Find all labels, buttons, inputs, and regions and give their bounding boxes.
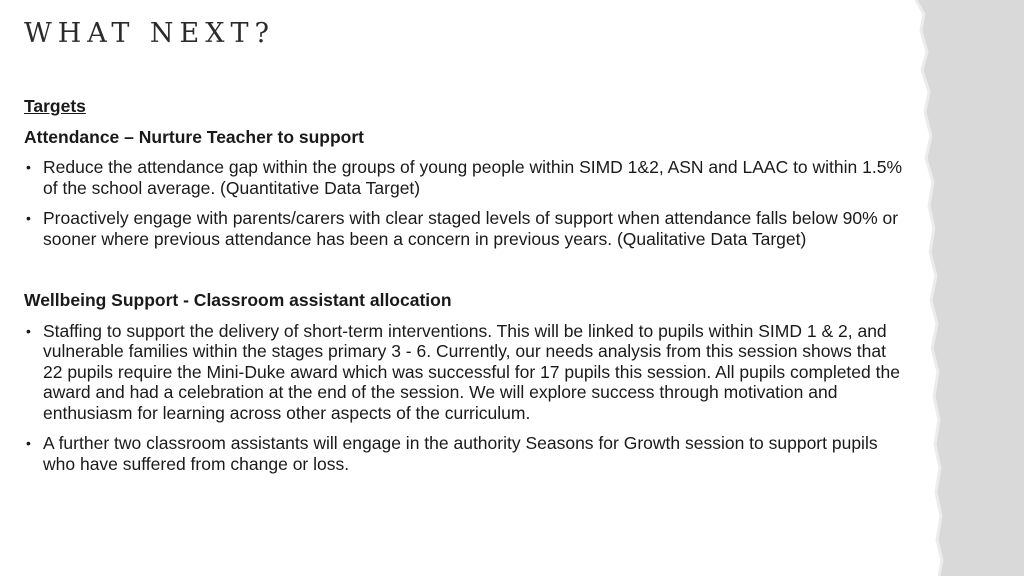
list-item-text: A further two classroom assistants will engage in the authority Seasons for Growth session to support pupils who have suffered from change or loss. <box>43 433 878 474</box>
bullet-list <box>24 321 904 475</box>
bullet-icon: • <box>26 435 31 451</box>
bullet-icon: • <box>26 159 31 175</box>
section-attendance <box>24 127 904 250</box>
list-item-text: Proactively engage with parents/carers with clear staged levels of support when attendance falls below 90% or sooner where previous attendance has been a concern in previous years. (Qualitative Data Target) <box>43 208 899 249</box>
slide-body <box>24 96 904 484</box>
list-item <box>24 433 904 474</box>
slide-title: WHAT NEXT? <box>24 18 275 49</box>
list-item <box>24 157 904 198</box>
bullet-icon: • <box>26 322 31 339</box>
list-item-text: Reduce the attendance gap within the groups of young people within SIMD 1&2, ASN and LAAC to within 1.5% of the school average. (Quantitative Data Target) <box>43 157 903 198</box>
bullet-icon: • <box>26 210 31 226</box>
targets-label: Targets <box>24 96 86 116</box>
section-heading: Attendance – Nurture Teacher to support <box>24 126 365 147</box>
section-spacer <box>24 259 904 290</box>
list-item <box>24 321 904 424</box>
section-heading: Wellbeing Support - Classroom assistant allocation <box>24 290 452 310</box>
section-wellbeing <box>24 290 904 474</box>
bullet-list <box>24 157 904 249</box>
list-item <box>24 208 904 249</box>
list-item-text: Staffing to support the delivery of short-term interventions. This will be linked to pupils within SIMD 1 & 2, and vulnerable families within the stages primary 3 - 6. Currently, our needs analysis from this session shows that 22 pupils require the Mini-Duke award which was successful for 17 pupils this session. All pupils completed the award and had a celebration at the end of the session. We will explore success through motivation and enthusiasm for learning across other aspects of the curriculum. <box>43 320 900 423</box>
